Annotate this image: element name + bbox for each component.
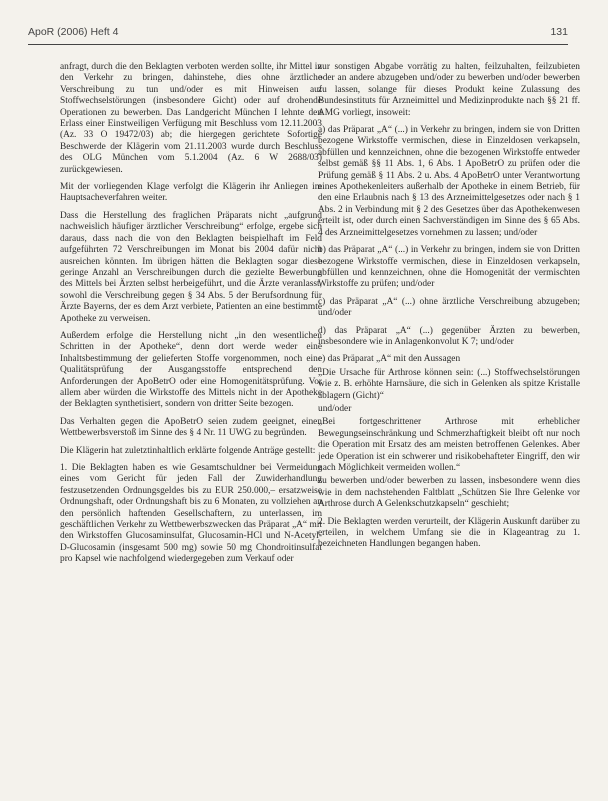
paragraph: c) das Präparat „A“ (...) ohne ärztliche Verschreibung abzugeben; und/oder xyxy=(318,296,580,319)
paragraph: Die Klägerin hat zuletztinhaltlich erklärte folgende Anträge gestellt: xyxy=(60,445,316,456)
running-header xyxy=(28,22,568,45)
quotation: „Die Ursache für Arthrose können sein: (...) Stoffwechselstörungen wie z. B. erhöhte Harnsäure, die sich in Gelenken als spitze Kristalle ablagern (Gicht)“ xyxy=(318,367,580,401)
paragraph: a) das Präparat „A“ (...) in Verkehr zu bringen, indem sie von Dritten bezogene Wirkstoffe vermischen, diese in Einzeldosen verkapseln, abfüllen und kennzeichnen, ohne die bezogenen Wirkstoffe entweder selbst gemäß §§ 11 Abs. 1, 6 Abs. 1 ApoBetrO zu prüfen oder die Prüfung gemäß § 11 Abs. 2 u. Abs. 4 ApoBetrO unter Verantwortung eines Apothekenleiters außerhalb der Apotheke in einem Betrieb, für den eine Erlaubnis nach § 13 des Arzneimittelgesetzes oder nach § 1 Abs. 2 in Verbindung mit § 2 des Gesetzes über das Apothekenwesen erteilt ist, oder durch einen Sachverständigen im Sinne des § 65 Abs. 4 des Arzneimittelgesetzes vornehmen zu lassen; und/oder xyxy=(318,125,580,238)
page-number: 131 xyxy=(550,26,568,38)
paragraph: Außerdem erfolge die Herstellung nicht „in den wesentlichen Schritten in der Apotheke“, denn dort werde weder eine Inhaltsbestimmung der gelieferten Stoffe vorgenommen, noch eine Qualitätsprüfung der Ausgangsstoffe entsprechend den Anforderungen der ApoBetrO oder eine Homogenitätsprüfung. Vor allem aber würden die Wirkstoffe des Mittels nicht in der Apotheke der Beklagten synthetisiert, sondern von dritter Seite bezogen. xyxy=(60,330,322,410)
paragraph: b) das Präparat „A“ (...) in Verkehr zu bringen, indem sie von Dritten bezogene Wirkstoffe vermischen, diese in Einzeldosen verkapseln, abfüllen und kennzeichnen, ohne die Homogenität der vermischten Wirkstoffe zu prüfen; und/oder xyxy=(318,245,580,290)
paragraph: und/oder xyxy=(318,403,352,414)
paragraph: zu bewerben und/oder bewerben zu lassen, insbesondere wenn dies wie in dem nachstehenden Faltblatt „Schützen Sie Ihre Gelenke vor Arthrose durch A Gelenkschutzkapseln“ geschieht; xyxy=(318,476,580,510)
paragraph: 2. Die Beklagten werden verurteilt, der Klägerin Auskunft darüber zu erteilen, in welchem Umfang sie die in Klageantrag zu 1. bezeichneten Handlungen begangen haben. xyxy=(318,516,580,550)
journal-reference: ApoR (2006) Heft 4 xyxy=(28,26,119,38)
paragraph: Mit der vorliegenden Klage verfolgt die Klägerin ihr Anliegen im Hauptsacheverfahren weiter. xyxy=(60,182,322,204)
quotation: „Bei fortgeschrittener Arthrose mit erheblicher Bewegungseinschränkung und Schmerzhaftigkeit bleibt oft nur noch die Operation mit Ersatz des am meisten betroffenen Gelenkes. Aber jede Operation ist ein schwerer und risikobehafteter Eingriff, den wir nach Möglichkeit vermeiden wollen.“ xyxy=(318,417,580,473)
paragraph: Das Verhalten gegen die ApoBetrO seien zudem geeignet, einen Wettbewerbsverstoß im Sinne des § 4 Nr. 11 UWG zu begründen. xyxy=(60,416,322,439)
left-column xyxy=(60,62,322,572)
paragraph: anfragt, durch die den Beklagten verboten werden sollte, ihr Mittel in den Verkehr zu bringen, dahinstehe, dies ohne ärztliche Verschreibung zu tun und/oder es mit Hinweisen auf Stoffwechselstörungen (insbesondere Gicht) oder auf drohende Operationen zu bewerben. Das Landgericht München I lehnte den Erlass einer Einstweiligen Verfügung mit Beschluss vom 12.11.2003 (Az. 33 O 19472/03) ab; die hiergegen gerichtete Sofortige Beschwerde der Klägerin vom 21.11.2003 wurde durch Beschluss des OLG München vom 5.1.2004 (Az. 6 W 2688/03) zurückgewiesen. xyxy=(60,62,322,175)
paragraph: 1. Die Beklagten haben es wie Gesamtschuldner bei Vermeidung eines vom Gericht für jeden Fall der Zuwiderhandlung festzusetzenden Ordnungsgeldes bis zu EUR 250.000,– ersatzweise Ordnungshaft, oder Ordnungshaft bis zu 6 Monaten, zu vollziehen an den persönlich haftenden Gesellschaftern, zu unterlassen, im geschäftlichen Verkehr zu Wettbewerbszwecken das Präparat „A“ mit den Wirkstoffen Glucosaminsulfat, Glucosamin-HCl und N-Acetyl-D-Glucosamin (insgesamt 500 mg) sowie 50 mg Chondroitinsulfat pro Kapsel wie nachfolgend wiedergegeben zum Verkauf oder xyxy=(60,463,322,565)
paragraph: d) das Präparat „A“ (...) gegenüber Ärzten zu bewerben, insbesondere wie in Anlagenkonvolut K 7; und/oder xyxy=(318,325,580,347)
paragraph: e) das Präparat „A“ mit den Aussagen xyxy=(318,354,461,365)
right-column xyxy=(318,62,580,557)
paragraph: zur sonstigen Abgabe vorrätig zu halten, feilzuhalten, feilzubieten oder an andere abzugeben und/oder zu bewerben und/oder bewerben zu lassen, solange für dieses Produkt keine Zulassung des Bundesinstituts für Arzneimittel und Medizinprodukte nach §§ 21 ff. AMG vorliegt, insoweit: xyxy=(318,62,580,118)
paragraph: Dass die Herstellung des fraglichen Präparats nicht „aufgrund nachweislich häufiger ärztlicher Verschreibung“ erfolge, ergebe sich daraus, dass nach die von den Beklagten beispielhaft im Feld aufgeführten 72 Verschreibungen im Monat bis 2004 dafür nicht ausreichen könnten. Im übrigen hätten die Beklagten sogar diese geringe Anzahl an Verschreibungen durch die gezielte Bewerbung des Mittels bei Ärzten selbst herbeigeführt, und die Ärzte veranlasst, sowohl die Verschreibung gegen § 34 Abs. 5 der Berufsordnung für Ärzte Bayerns, der es dem Arzt verbiete, Patienten an eine bestimmte Apotheke zu verweisen. xyxy=(60,210,322,324)
